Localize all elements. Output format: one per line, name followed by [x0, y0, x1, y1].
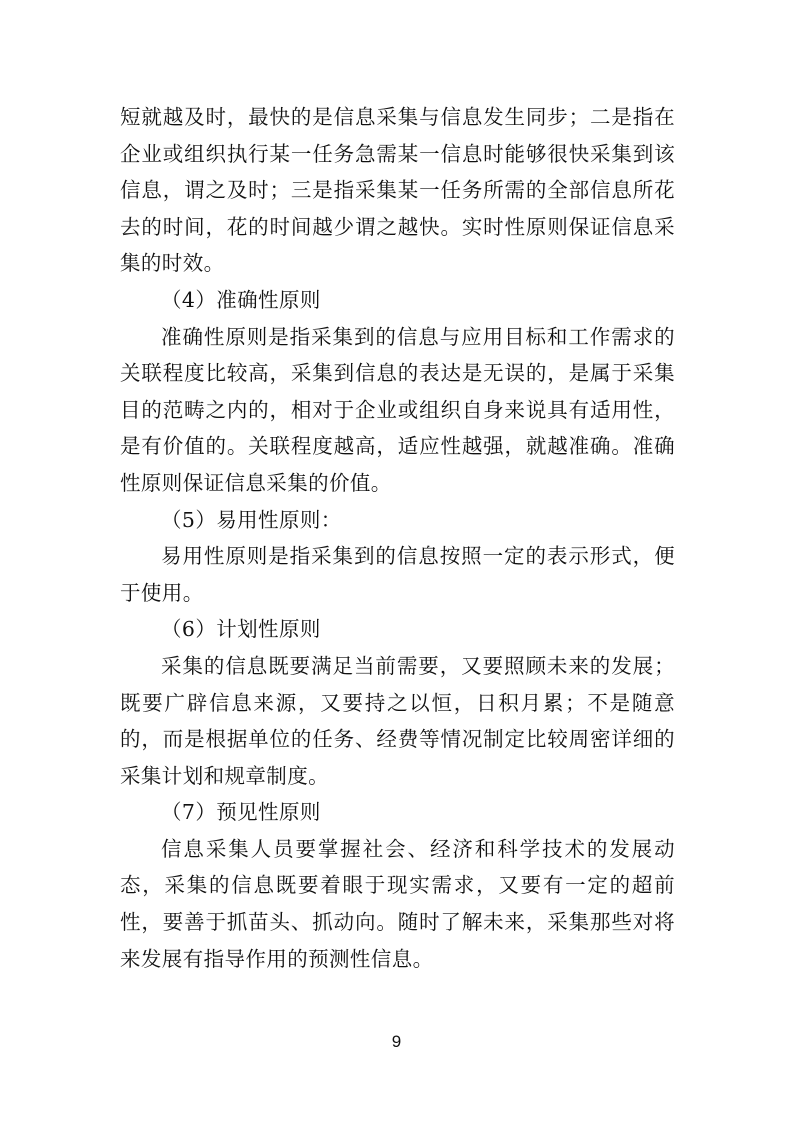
- document-body: [120, 99, 675, 977]
- paragraph-accuracy-principle: 准确性原则是指采集到的信息与应用目标和工作需求的关联程度比较高，采集到信息的表达是无误的，是属于采集目的范畴之内的，相对于企业或组织自身来说具有适用性，是有价值的。关联程度越高，适应性越强，就越准确。准确性原则保证信息采集的价值。: [120, 324, 675, 495]
- page-number: 9: [391, 1032, 402, 1051]
- paragraph-timeliness-continued: 短就越及时，最快的是信息采集与信息发生同步；二是指在企业或组织执行某一任务急需某一信息时能够很快采集到该信息，谓之及时；三是指采集某一任务所需的全部信息所花去的时间，花的时间越少谓之越快。实时性原则保证信息采集的时效。: [120, 105, 675, 276]
- heading-planning-principle: （6）计划性原则: [161, 617, 321, 642]
- heading-foresight-principle: （7）预见性原则: [161, 800, 321, 825]
- paragraph-usability-principle: 易用性原则是指采集到的信息按照一定的表示形式，便于使用。: [120, 544, 675, 605]
- heading-usability-principle: （5）易用性原则：: [161, 507, 342, 532]
- paragraph-foresight-principle: 信息采集人员要掌握社会、经济和科学技术的发展动态，采集的信息既要着眼于现实需求，又要有一定的超前性，要善于抓苗头、抓动向。随时了解未来，采集那些对将来发展有指导作用的预测性信息。: [120, 836, 675, 971]
- paragraph-planning-principle: 采集的信息既要满足当前需要，又要照顾未来的发展；既要广辟信息来源，又要持之以恒，日积月累；不是随意的，而是根据单位的任务、经费等情况制定比较周密详细的采集计划和规章制度。: [120, 653, 675, 788]
- heading-accuracy-principle: （4）准确性原则: [161, 287, 321, 312]
